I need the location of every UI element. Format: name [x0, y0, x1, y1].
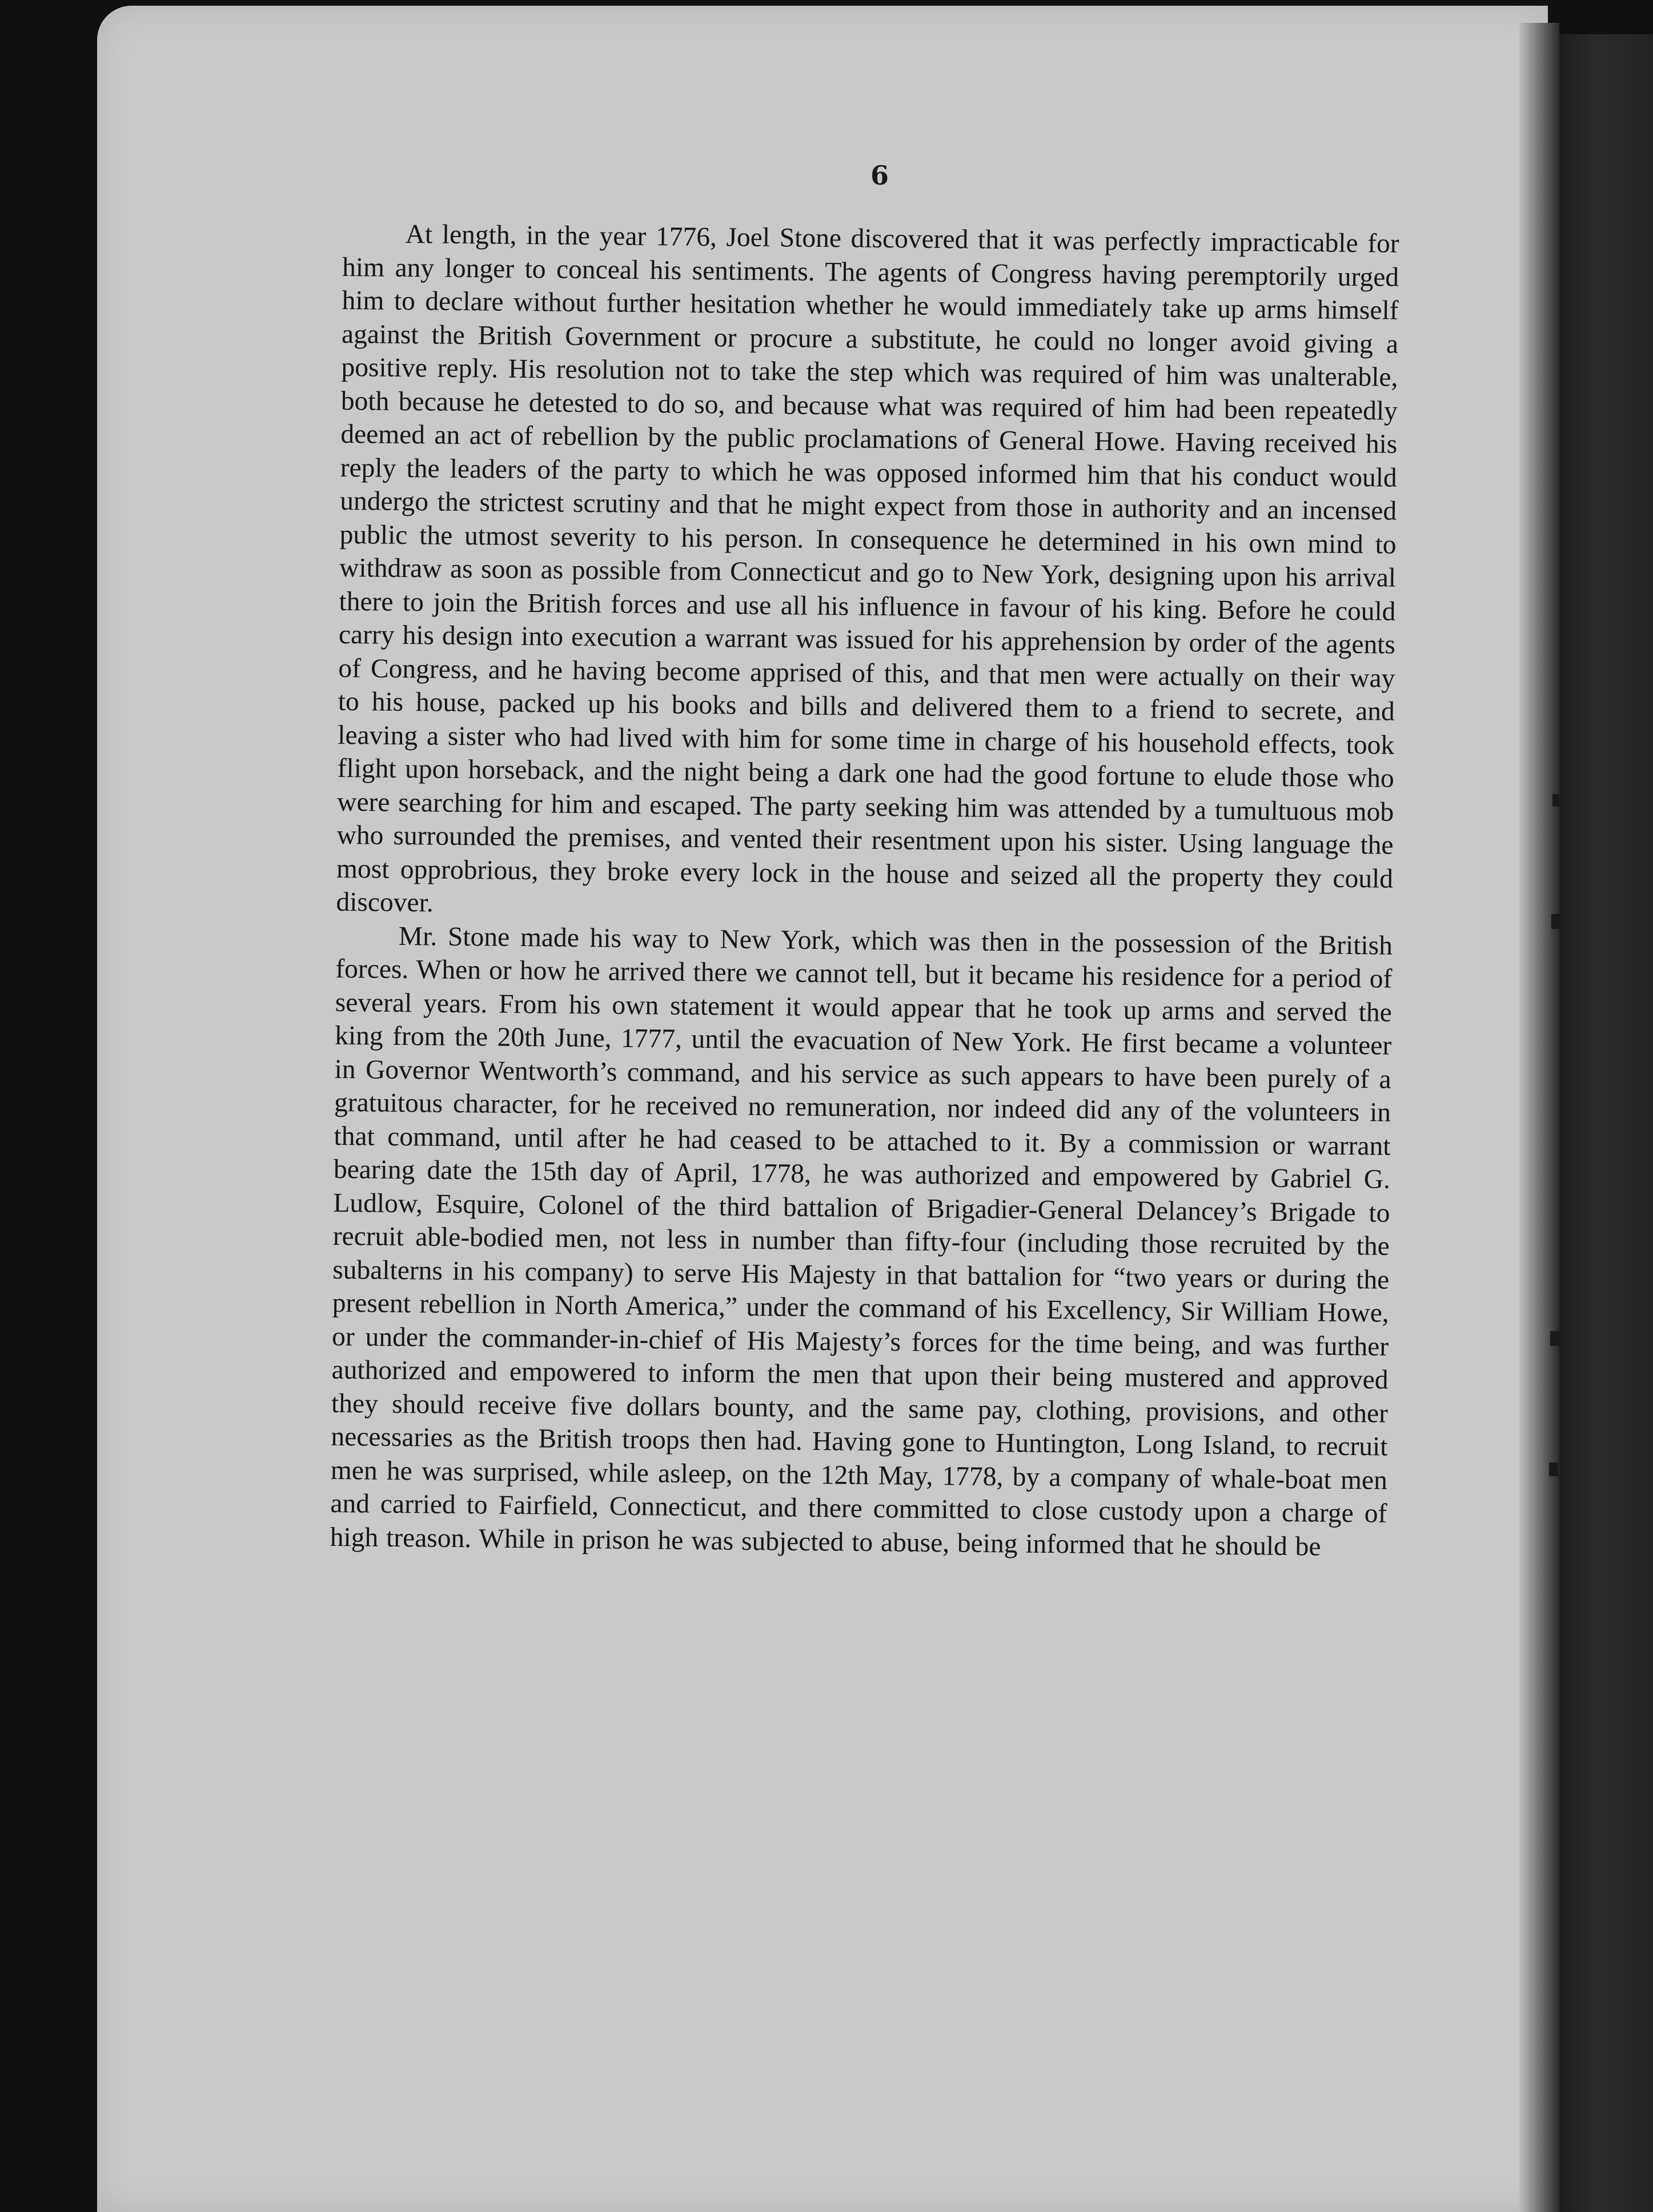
body-text [330, 217, 1399, 1564]
facing-page-edge [1559, 34, 1653, 2212]
binding-mark [1550, 1331, 1559, 1346]
page-gutter-shadow [1519, 23, 1559, 2212]
binding-mark [1551, 914, 1559, 929]
paragraph: Mr. Stone made his way to New York, which was then in the possession of the British forces. When or how he arrived there we cannot tell, but it became his residence for a period of several years. From his own statement it would appear that he took up arms and served the king from the 20th June, 1777, until the evacuation of New York. He first became a volunteer in Governor Wentworth’s command, and his service as such appears to have been purely of a gratuitous character, for he received no remuneration, nor indeed did any of the volunteers in that command, until after he had ceased to be attached to it. By a commission or warrant bearing date the 15th day of April, 1778, he was authorized and empowered by Gabriel G. Ludlow, Esquire, Colonel of the third battalion of Brigadier-General Delancey’s Brigade to recruit able-bodied men, not less in number than fifty-four (including those recruited by the subalterns in his company) to serve His Majesty in that battalion for “two years or during the present rebellion in North America,” under the command of his Excellency, Sir William Howe, or under the commander-in-chief of His Majesty’s forces for the time being, and was further authorized and empowered to inform the men that upon their being mustered and approved they should receive five dollars bounty, and the same pay, clothing, provisions, and other necessaries as the British troops then had. Having gone to Huntington, Long Island, to recruit men he was surprised, while asleep, on the 12th May, 1778, by a company of whale-boat men and carried to Fairfield, Connecticut, and there committed to close custody upon a charge of high treason. While in prison he was subjected to abuse, being informed that he should be [330, 921, 1393, 1562]
paragraph: At length, in the year 1776, Joel Stone discovered that it was perfectly impracticable for him any longer to conceal his sentiments. The agents of Congress having peremptorily urged him to declare without further hesitation whether he would immediately take up arms himself against the British Government or procure a substitute, he could no longer avoid giving a positive reply. His resolution not to take the step which was required of him was unalterable, both because he detested to do so, and because what was required of him had been repeatedly deemed an act of rebellion by the public proclamations of General Howe. Having received his reply the leaders of the party to which he was opposed informed him that his conduct would undergo the strictest scrutiny and that he might expect from those in authority and an incensed public the utmost severity to his person. In consequence he determined in his own mind to withdraw as soon as possible from Connecticut and go to New York, designing upon his arrival there to join the British forces and use all his influence in favour of his king. Before he could carry his design into execution a warrant was issued for his apprehension by order of the agents of Congress, and he having become apprised of this, and that men were actually on their way to his house, packed up his books and bills and delivered them to a friend to secrete, and leaving a sister who had lived with him for some time in charge of his household effects, took flight upon horseback, and the night being a dark one had the good fortune to elude those who were searching for him and escaped. The party seeking him was attended by a tumultuous mob who surrounded the premises, and vented their resentment upon his sister. Using language the most opprobrious, they broke every lock in the house and seized all the property they could discover. [336, 219, 1399, 918]
page-number: 6 [870, 160, 889, 191]
binding-mark [1552, 794, 1560, 807]
binding-mark [1549, 1462, 1558, 1476]
